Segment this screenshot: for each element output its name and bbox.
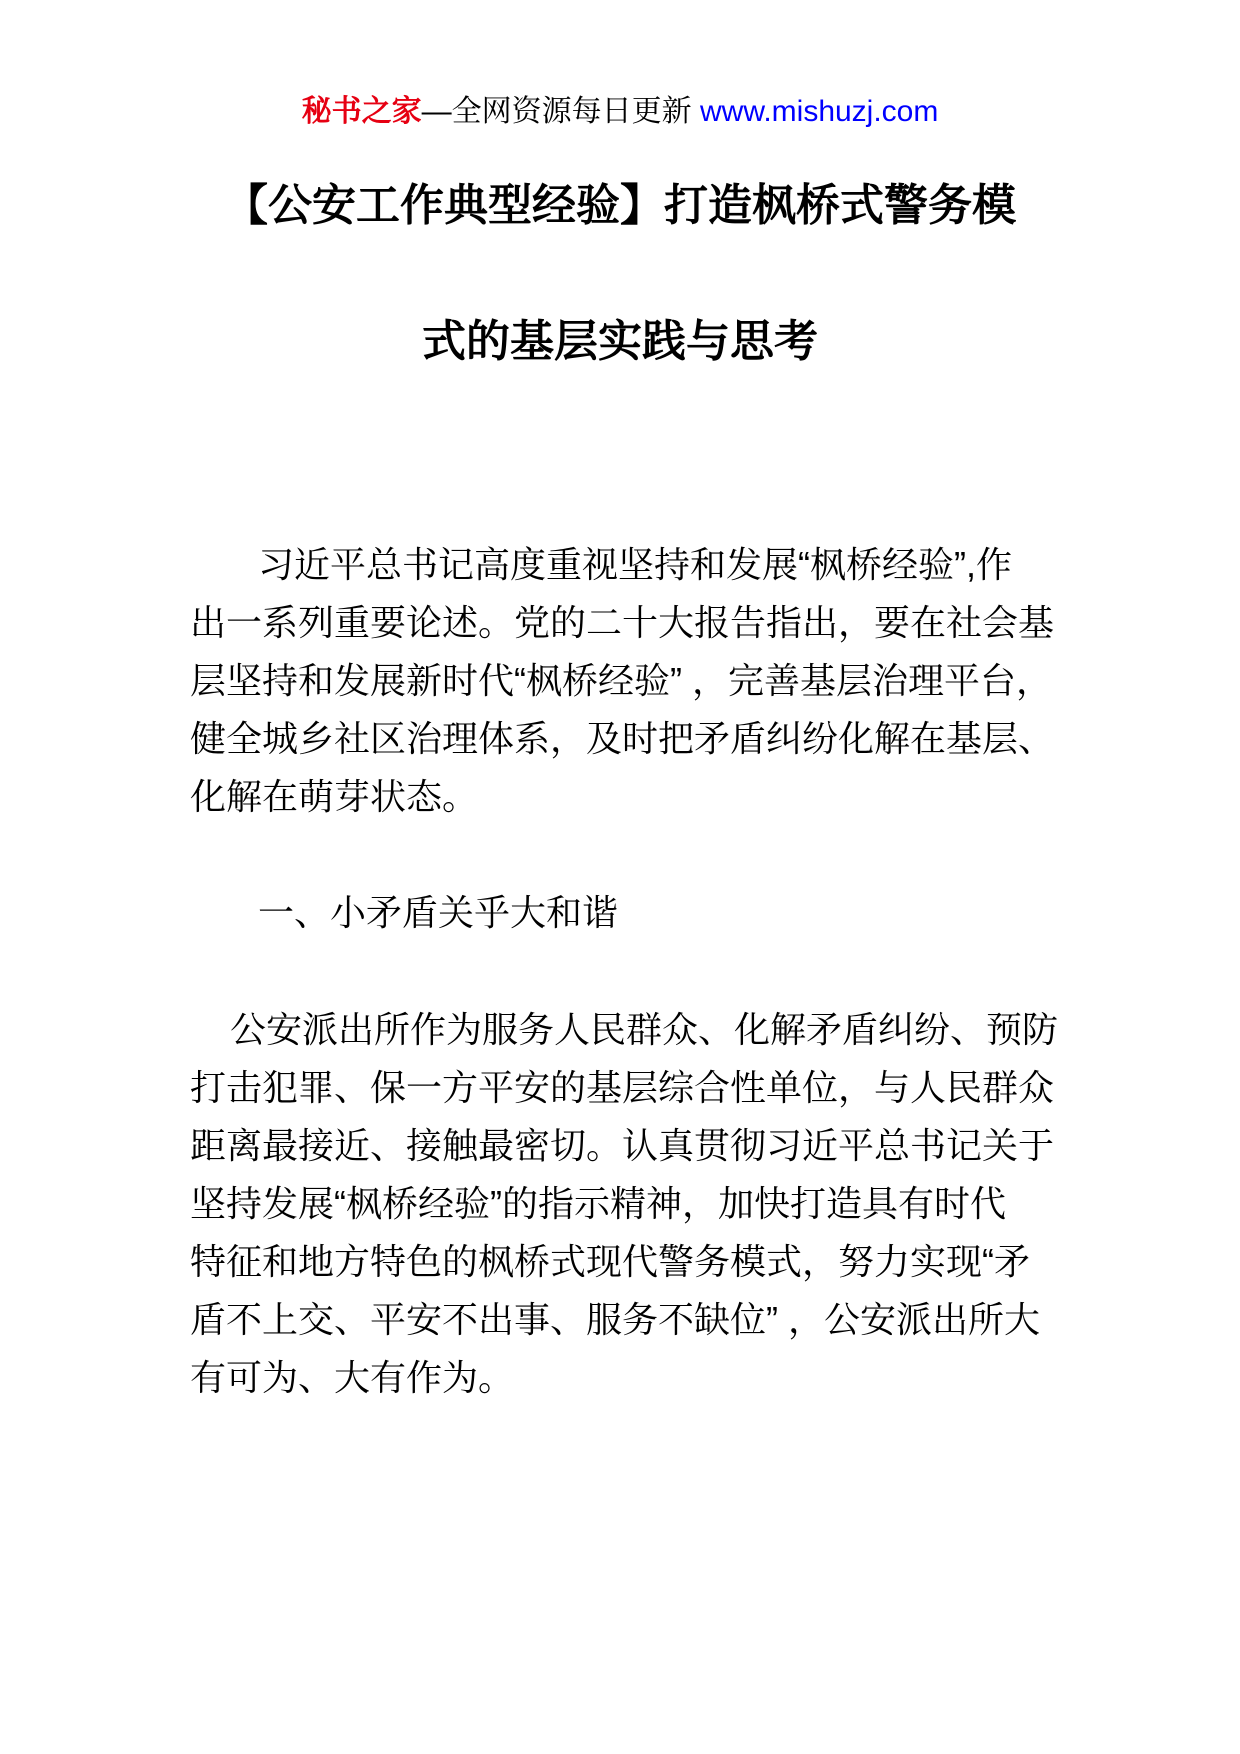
text-line: 化解在萌芽状态。 xyxy=(190,776,479,817)
section-heading: 一、小矛盾关乎大和谐 xyxy=(258,892,619,933)
document-title-line-2: 式的基层实践与思考 xyxy=(422,317,818,366)
document-title-line-1: 【公安工作典型经验】打造枫桥式警务模 xyxy=(224,181,1016,230)
site-url-link[interactable]: www.mishuzj.com xyxy=(699,95,939,128)
site-brand: 秘书之家 xyxy=(301,95,422,128)
text-line: 盾不上交、平安不出事、服务不缺位” ，公安派出所大 xyxy=(190,1299,1040,1340)
text-line: 打击犯罪、保一方平安的基层综合性单位，与人民群众 xyxy=(190,1067,1055,1108)
text-line: 健全城乡社区治理体系，及时把矛盾纠纷化解在基层、 xyxy=(190,718,1055,759)
text-line: 出一系列重要论述。党的二十大报告指出，要在社会基 xyxy=(190,602,1055,643)
text-line: 习近平总书记高度重视坚持和发展“枫桥经验”,作 xyxy=(258,544,1012,585)
site-header xyxy=(0,92,1240,132)
site-tagline: —全网资源每日更新 xyxy=(421,95,700,128)
text-line: 公安派出所作为服务人民群众、化解矛盾纠纷、预防 xyxy=(230,1009,1059,1050)
text-line: 有可为、大有作为。 xyxy=(190,1357,515,1398)
text-line: 层坚持和发展新时代“枫桥经验” ，完善基层治理平台， xyxy=(190,660,1052,701)
intro-paragraph xyxy=(190,536,1150,826)
text-line: 距离最接近、接触最密切。认真贯彻习近平总书记关于 xyxy=(190,1125,1055,1166)
section-paragraph xyxy=(190,1001,1150,1407)
text-line: 坚持发展“枫桥经验”的指示精神，加快打造具有时代 xyxy=(190,1183,1006,1224)
text-line: 特征和地方特色的枫桥式现代警务模式，努力实现“矛 xyxy=(190,1241,1030,1282)
